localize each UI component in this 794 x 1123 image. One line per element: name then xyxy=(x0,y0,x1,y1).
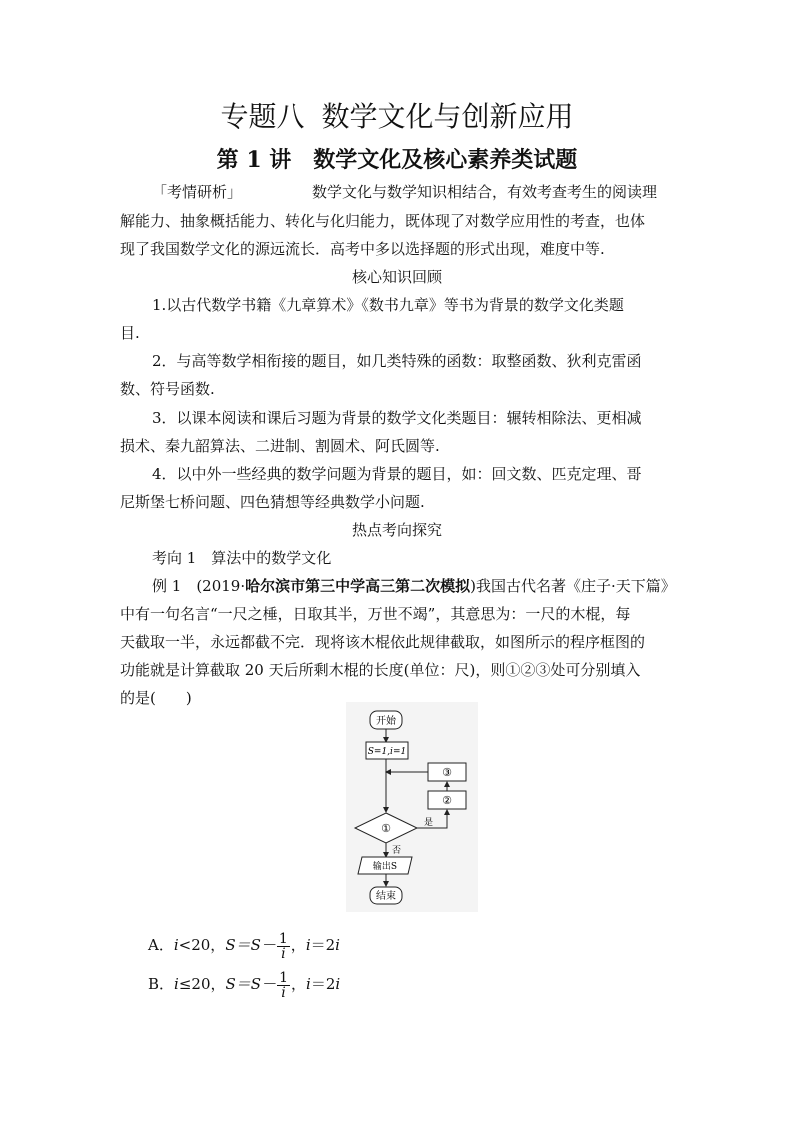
example-line: 天截取一半，永远都截不完．现将该木棍依此规律截取，如图所示的程序框图的 xyxy=(120,633,646,651)
core-item-line: 3．以课本阅读和课后习题为背景的数学文化类题目：辗转相除法、更相减 xyxy=(152,409,642,427)
flow-step-2-label: ② xyxy=(442,794,452,807)
core-item-line: 4．以中外一些经典的数学问题为背景的题目，如：回文数、匹克定理、哥 xyxy=(152,465,642,483)
section-name: 数学文化与创新应用 xyxy=(321,100,574,133)
core-item-line: 数、符号函数. xyxy=(120,380,215,398)
option-a: A．i<20，S＝S－ $\frac{1}{i}$ ，i＝2i xyxy=(148,930,340,962)
fraction: $\frac{1}{i}$ xyxy=(278,930,288,962)
example-label: 例 1 xyxy=(152,577,182,595)
flow-output-label: 输出S xyxy=(372,862,398,872)
section-title xyxy=(0,100,794,134)
example-source: 哈尔滨市第三中学高三第二次模拟 xyxy=(245,577,471,595)
flow-start-label: 开始 xyxy=(376,716,396,727)
core-item-line: 尼斯堡七桥问题、四色猜想等经典数学小问题. xyxy=(120,493,425,511)
example-source-prefix: (2019· xyxy=(196,577,246,595)
example-line: 功能就是计算截取 20 天后所剩木棍的长度(单位：尺)，则①②③处可分别填入 xyxy=(120,661,641,679)
example-line: 的是( ) xyxy=(120,689,192,707)
core-item-line: 目. xyxy=(120,324,140,342)
flow-decision-label: ① xyxy=(381,822,391,835)
core-item-line: 损术、秦九韶算法、二进制、割圆术、阿氏圆等. xyxy=(120,437,440,455)
analysis-line: 现了我国数学文化的源远流长．高考中多以选择题的形式出现，难度中等. xyxy=(120,240,605,258)
analysis-tag: 「考情研析」 xyxy=(152,183,243,201)
flow-init-label: S=1,i=1 xyxy=(367,747,407,757)
flow-end-label: 结束 xyxy=(376,891,396,902)
flow-yes-label: 是 xyxy=(424,818,434,828)
example-text: )我国古代名著《庄子·天下篇》 xyxy=(470,577,676,595)
core-item-line: 1.以古代数学书籍《九章算术》《数书九章》等书为背景的数学文化类题 xyxy=(152,296,624,314)
option-label: A． xyxy=(148,936,174,954)
option-label: B． xyxy=(148,975,175,993)
lecture-title: 第 1 讲 数学文化及核心素养类试题 xyxy=(216,147,578,173)
analysis-line: 数学文化与数学知识相结合，有效考查考生的阅读理 xyxy=(312,183,658,201)
section-number: 专题八 xyxy=(220,100,305,133)
core-heading: 核心知识回顾 xyxy=(351,268,442,286)
fraction: $\frac{1}{i}$ xyxy=(279,969,288,1001)
hot-heading: 热点考向探究 xyxy=(351,521,442,539)
analysis-line: 解能力、抽象概括能力、转化与化归能力，既体现了对数学应用性的考查，也体 xyxy=(120,212,646,230)
flowchart xyxy=(346,702,478,912)
example-line: 中有一句名言“一尺之棰，日取其半，万世不竭”，其意思为：一尺的木棍，每 xyxy=(120,605,631,623)
direction-heading: 考向 1 算法中的数学文化 xyxy=(152,549,332,567)
example-first-line xyxy=(152,577,676,595)
core-item-line: 2．与高等数学相衔接的题目，如几类特殊的函数：取整函数、狄利克雷函 xyxy=(152,352,642,370)
flow-no-label: 否 xyxy=(392,846,402,856)
option-b: B．i≤20，S＝S－ $\frac{1}{i}$ ，i＝2i xyxy=(148,969,341,1001)
flow-step-3-label: ③ xyxy=(442,766,452,779)
